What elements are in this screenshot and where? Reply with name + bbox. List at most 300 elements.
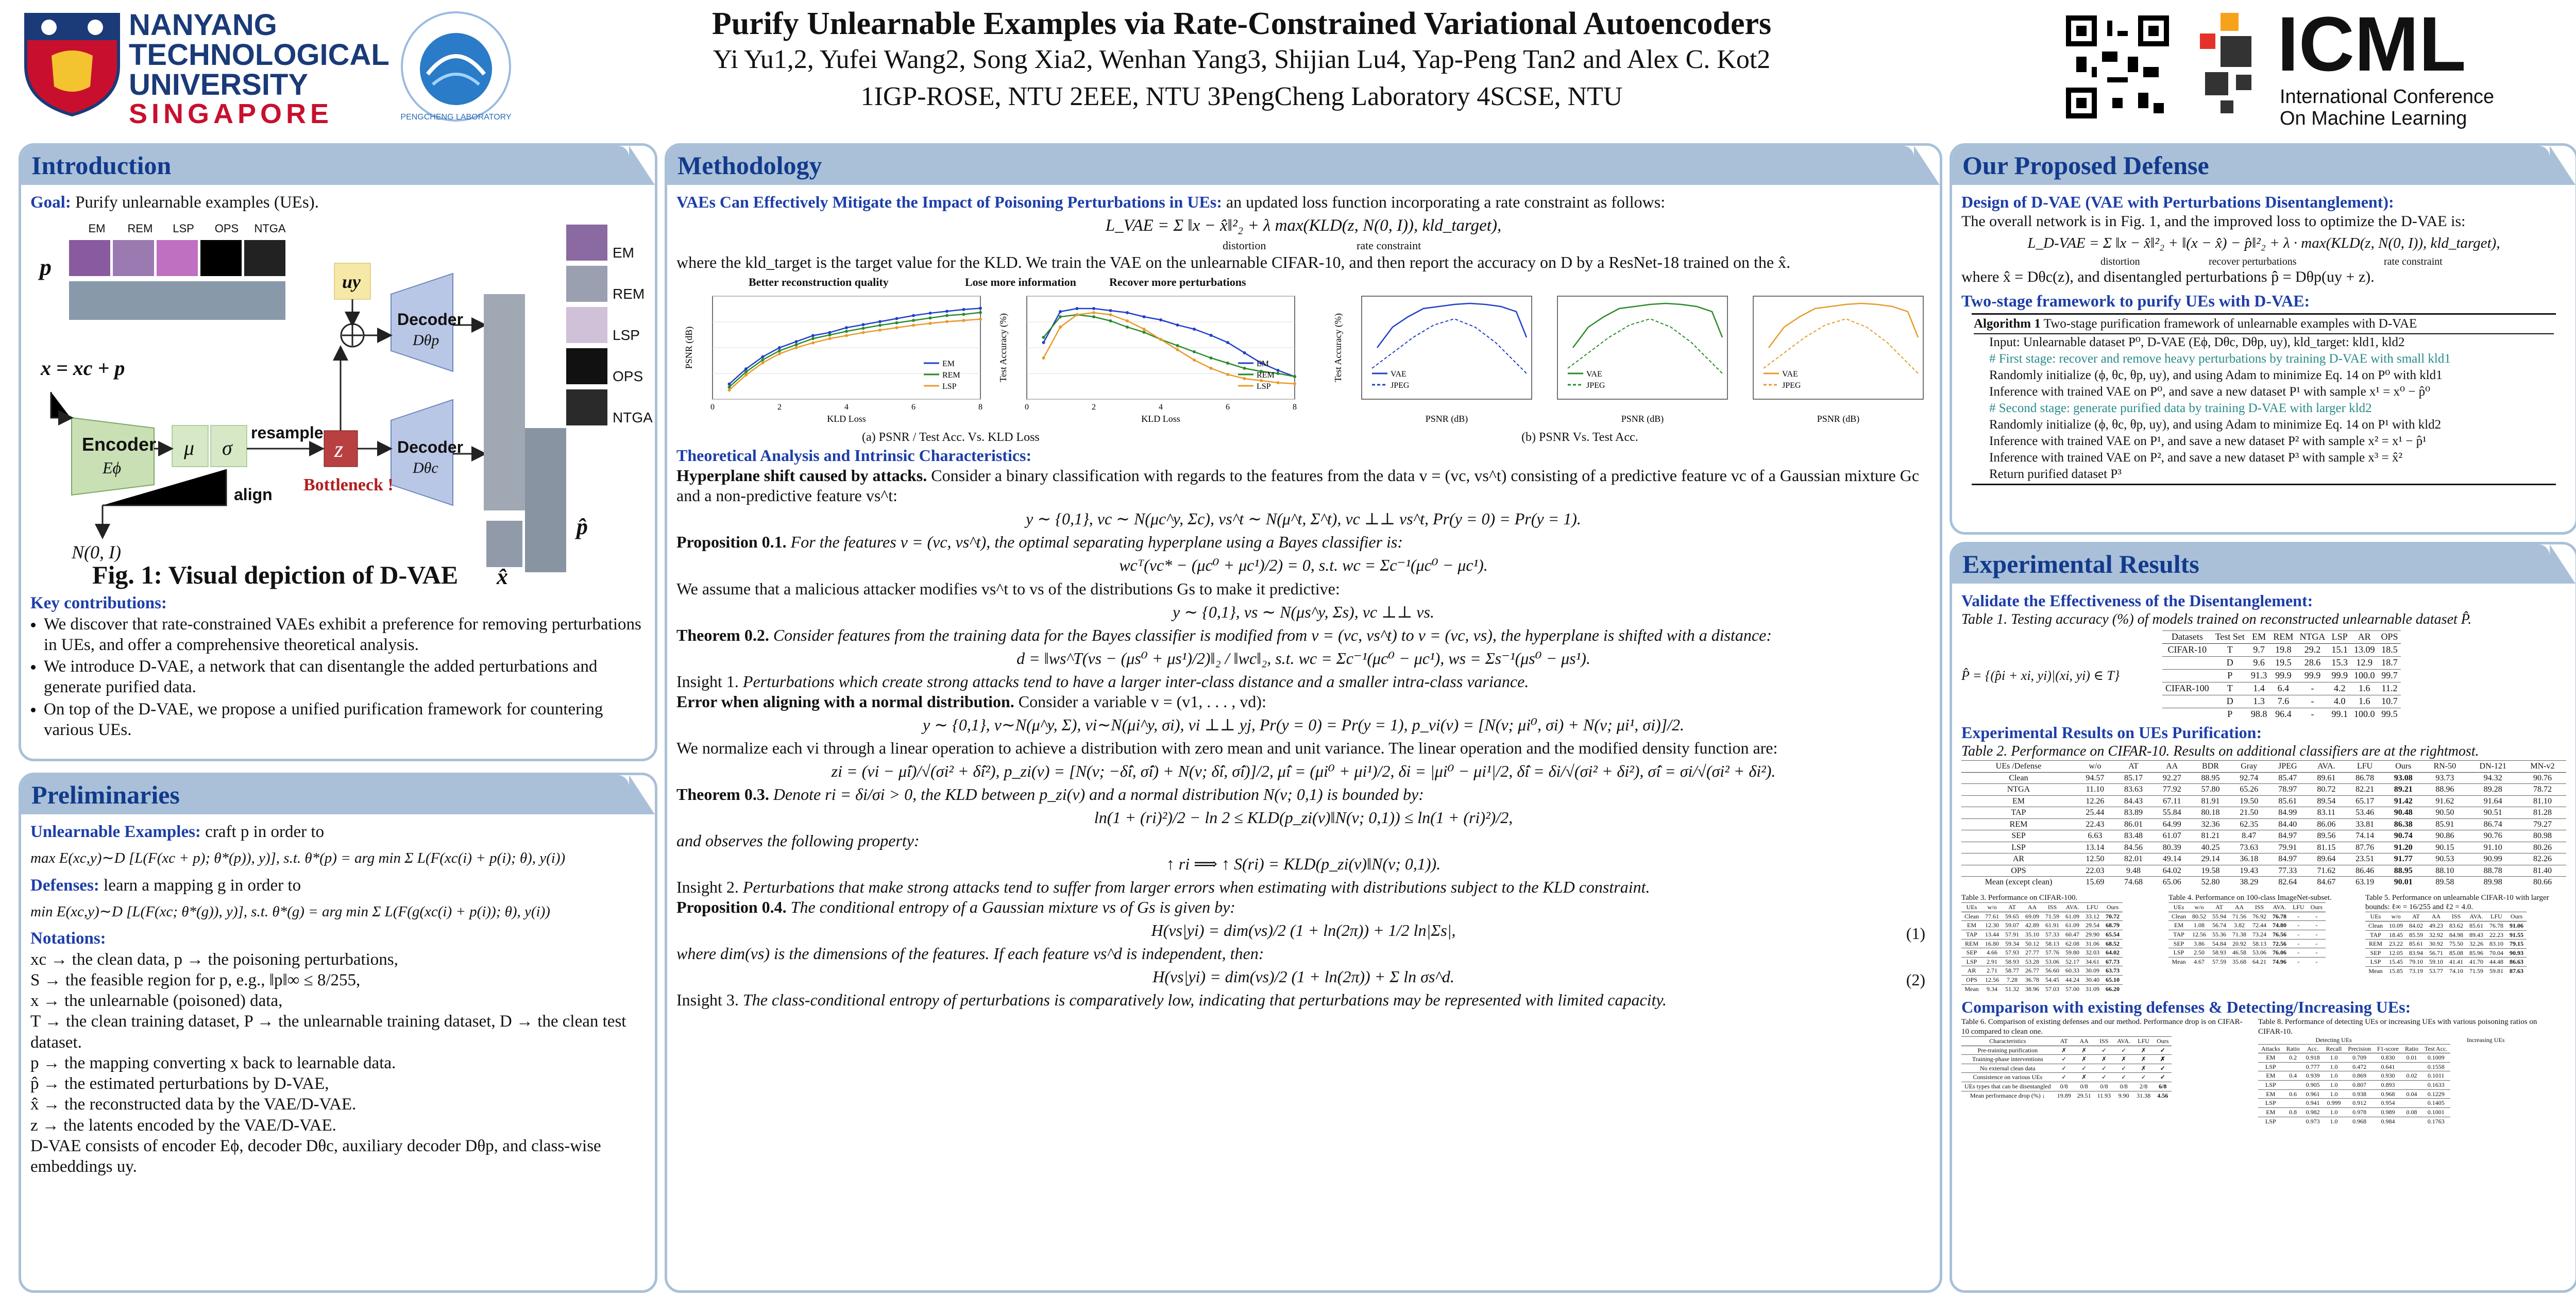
table-3 xyxy=(1961,902,2123,993)
goal-label: Goal: xyxy=(30,193,71,212)
table-cell: 84.43 xyxy=(2114,795,2153,807)
table-cell: 31.06 xyxy=(2082,939,2103,948)
table-header-cell: Ours xyxy=(2384,761,2422,773)
table-cell: 1.0 xyxy=(2323,1071,2345,1081)
table-cell: 0.938 xyxy=(2345,1089,2374,1099)
table-cell: 89.43 xyxy=(2466,930,2486,940)
data-point xyxy=(1226,362,1229,365)
table-cell: 12.05 xyxy=(2386,948,2406,958)
table-header-cell: Test Acc. xyxy=(2421,1044,2450,1053)
table-row xyxy=(1961,865,2566,877)
table-row xyxy=(1961,948,2123,958)
table-cell: 6/8 xyxy=(2154,1082,2172,1091)
table-cell: 41.41 xyxy=(2446,958,2466,967)
table-row xyxy=(2365,921,2527,930)
data-point xyxy=(962,319,965,322)
assume-text: We assume that a malicious attacker modifies vs^t to vs of the distributions Gs to make it predictive: xyxy=(676,579,1340,598)
data-point xyxy=(744,373,748,377)
table-cell: 29.54 xyxy=(2082,921,2103,930)
table-cell: P xyxy=(2212,708,2248,720)
data-point xyxy=(1059,315,1062,318)
table-cell: ✗ xyxy=(2133,1064,2154,1073)
table-cell: LSP xyxy=(1961,842,2076,853)
table-cell: 22.23 xyxy=(2486,930,2506,940)
table-4 xyxy=(2168,902,2326,966)
table-row xyxy=(1961,795,2566,807)
table-cell: 64.02 xyxy=(2153,865,2191,877)
qr-code-icon xyxy=(2066,15,2169,118)
table-cell: 0.939 xyxy=(2303,1071,2323,1081)
algo-line: Inference with trained VAE on P⁰, and save a new dataset P¹ with sample x¹ = x⁰ − p̂⁰ xyxy=(1989,384,2431,399)
table-cell: 53.06 xyxy=(2042,957,2062,966)
thm02-label: Theorem 0.2. xyxy=(676,625,769,644)
table-cell xyxy=(2283,1099,2303,1108)
table-cell: 100.0 xyxy=(2351,670,2378,682)
data-point xyxy=(845,330,848,333)
table-cell: 49.14 xyxy=(2153,853,2191,865)
table-cell: 83.89 xyxy=(2114,807,2153,819)
table-cell: 0.905 xyxy=(2303,1081,2323,1090)
table-cell: 93.08 xyxy=(2384,772,2422,784)
table-cell: 1.0 xyxy=(2323,1062,2345,1071)
defense-body xyxy=(1961,192,2566,485)
results-panel xyxy=(1950,542,2576,1293)
data-point xyxy=(845,326,848,329)
p-hat-equation: P̂ = {(p̂i + xi, yi)|(xi, yi) ∈ T} xyxy=(1961,668,2120,683)
introduction-body xyxy=(30,192,653,741)
pcl-globe-icon xyxy=(397,7,515,126)
table-cell: 83.62 xyxy=(2446,921,2466,930)
table-cell: 80.18 xyxy=(2191,807,2230,819)
table-cell: - xyxy=(2290,921,2308,930)
data-point xyxy=(795,340,798,344)
table-cell: 0.04 xyxy=(2402,1089,2421,1099)
table-cell: EM xyxy=(2258,1089,2283,1099)
title-tab xyxy=(1914,146,1940,185)
table-cell: 59.65 xyxy=(2002,912,2022,921)
table-cell: 30.09 xyxy=(2082,966,2103,976)
data-point xyxy=(912,319,915,322)
pcl-label: PENGCHENG LABORATORY xyxy=(400,113,512,122)
side-label-ntga: NTGA xyxy=(613,409,653,426)
table-cell: 0.1009 xyxy=(2421,1053,2450,1063)
table-cell: 89.61 xyxy=(2307,772,2346,784)
table-cell: 99.9 xyxy=(2270,670,2296,682)
data-point xyxy=(778,349,781,352)
design-heading: Design of D-VAE (VAE with Perturbations Disentanglement): xyxy=(1961,193,2394,211)
table-cell: 8.47 xyxy=(2230,830,2268,842)
table-cell: 29.14 xyxy=(2191,853,2230,865)
table-cell: 67.73 xyxy=(2103,957,2123,966)
data-point xyxy=(1243,367,1246,370)
table-cell: 83.94 xyxy=(2406,948,2426,958)
table6-caption: Table 6. Comparison of existing defenses and our method. Performance drop is on CIFAR-10 compared to clean one. xyxy=(1961,1018,2243,1036)
table-cell: 83.63 xyxy=(2114,784,2153,796)
table-cell: 89.98 xyxy=(2467,877,2519,888)
table-cell: CIFAR-100 xyxy=(2162,682,2212,695)
table-cell: 55.94 xyxy=(2209,912,2229,921)
table-header-cell: AT xyxy=(2054,1036,2074,1046)
thm02-equation: d = ‖ws^T(vs − (μs⁰ + μs¹)/2)‖₂ / ‖wc‖₂, s.t. wc = Σc⁻¹(μc⁰ − μc¹), ws = Σs⁻¹(μs⁰ − μs¹). xyxy=(1016,648,1590,668)
table-cell: 85.59 xyxy=(2406,930,2426,940)
table-cell: 38.29 xyxy=(2230,877,2268,888)
table-header-cell: w/o xyxy=(2076,761,2114,773)
table-cell: LSP xyxy=(1961,957,1982,966)
data-point xyxy=(811,341,815,345)
dvae-where-text: where x̂ = Dθc(z), and disentangled perturbations p̂ = Dθp(uy + z). xyxy=(1961,268,2375,285)
table-row xyxy=(2365,930,2527,940)
table-cell: 78.72 xyxy=(2519,784,2566,796)
legend-label: JPEG xyxy=(1782,381,1801,390)
distortion-label: distortion xyxy=(1223,239,1266,252)
table-header-cell: Recall xyxy=(2323,1044,2345,1053)
notation-item: p → the mapping converting x back to learnable data. xyxy=(30,1053,396,1072)
table-cell: 29.90 xyxy=(2082,930,2103,939)
table-row xyxy=(2168,957,2326,966)
table6-wrap xyxy=(1961,1017,2250,1125)
table-header-row xyxy=(2162,631,2401,644)
table-cell: 38.96 xyxy=(2022,984,2042,993)
table-cell: 4.66 xyxy=(1982,948,2002,958)
introduction-panel xyxy=(19,143,657,761)
data-point xyxy=(728,386,731,389)
table-cell: 9.34 xyxy=(1982,984,2002,993)
table-row xyxy=(1961,877,2566,888)
table-cell: 76.56 xyxy=(2269,930,2290,939)
table-row xyxy=(1961,1073,2172,1082)
table-cell: 79.91 xyxy=(2268,842,2307,853)
table-cell: 23.22 xyxy=(2386,940,2406,949)
table-cell: 6.4 xyxy=(2270,682,2296,695)
table-cell: ✗ xyxy=(2054,1046,2074,1055)
table8-group-detect: Detecting UEs xyxy=(2315,1036,2352,1044)
x-tick-label: 8 xyxy=(978,403,982,412)
table-cell: 84.98 xyxy=(2446,930,2466,940)
table-cell: 26.77 xyxy=(2022,966,2042,976)
after-loss-text: where the kld_target is the target value for the KLD. We train the VAE on the unlearnable CIFAR-10, and then report the accuracy on D by a ResNet-18 trained on the x̂. xyxy=(676,253,1791,272)
table-header-cell: F1-score xyxy=(2374,1044,2402,1053)
table-cell: 12.50 xyxy=(2076,853,2114,865)
data-point xyxy=(912,324,915,327)
contribution-item: • We discover that rate-constrained VAEs exhibit a preference for removing perturbations in UEs, and offer a comprehensive theoretical analysis. xyxy=(44,614,646,656)
table-cell: 32.92 xyxy=(2426,930,2446,940)
table-cell: 53.28 xyxy=(2022,957,2042,966)
algo-line: Randomly initialize (ϕ, θc, θp, uy), and using Adam to minimize Eq. 14 on P⁰ with kld1 xyxy=(1989,368,2443,382)
table-header-cell: Characteristics xyxy=(1961,1036,2054,1046)
legend-label: LSP xyxy=(942,382,957,391)
data-point xyxy=(929,317,932,320)
author-list: Yi Yu1,2, Yufei Wang2, Song Xia2, Wenhan Yang3, Shijian Lu4, Yap-Peng Tan2 and Alex C. Kot2 xyxy=(713,45,1771,74)
legend-label: EM xyxy=(942,360,955,369)
icml-name: ICML xyxy=(2277,1,2466,87)
table-cell xyxy=(2402,1081,2421,1090)
results-body xyxy=(1961,591,2566,1125)
algo-comment: # First stage: recover and remove heavy perturbations by training D-VAE with small kld1 xyxy=(1989,351,2451,366)
table-cell: 51.32 xyxy=(2002,984,2022,993)
x-tick-label: 8 xyxy=(1293,403,1297,412)
table-cell: SEP xyxy=(2168,939,2189,948)
methodology-body xyxy=(676,192,1930,1010)
x-tick-label: 4 xyxy=(1159,403,1163,412)
table-cell: 59.80 xyxy=(2062,948,2082,958)
table-cell: 55.36 xyxy=(2209,930,2229,939)
data-point xyxy=(795,346,798,349)
data-point xyxy=(761,355,765,358)
table-row xyxy=(2162,670,2401,682)
table5-wrap xyxy=(2365,893,2561,994)
plot-annotation-1: Better reconstruction quality xyxy=(749,276,889,289)
table-cell: 10.09 xyxy=(2386,921,2406,930)
table-cell: 21.50 xyxy=(2230,807,2268,819)
table-cell: 61.07 xyxy=(2153,830,2191,842)
table-cell: 6.63 xyxy=(2076,830,2114,842)
table-cell: TAP xyxy=(1961,930,1982,939)
table-cell: - xyxy=(2308,957,2326,966)
table-header-cell: AVA. xyxy=(2466,912,2486,921)
table-cell: 81.40 xyxy=(2519,865,2566,877)
table-cell: REM xyxy=(2365,940,2386,949)
table-header-cell: NTGA xyxy=(2296,631,2328,644)
table-cell: 98.8 xyxy=(2248,708,2270,720)
table-header-cell: Test Set xyxy=(2212,631,2248,644)
table-cell: 33.81 xyxy=(2346,818,2384,830)
table-cell: 56.74 xyxy=(2209,921,2229,930)
table-cell: 61.09 xyxy=(2062,921,2082,930)
table-cell: 85.61 xyxy=(2268,795,2307,807)
dvae-diagram xyxy=(30,217,649,588)
equation-2-number: (2) xyxy=(1906,970,1925,989)
table-header-row xyxy=(2258,1044,2450,1053)
table-cell: 65.26 xyxy=(2230,784,2268,796)
table-cell: 1.6 xyxy=(2351,695,2378,708)
table-cell: EM xyxy=(2258,1107,2283,1117)
table-6 xyxy=(1961,1036,2172,1100)
table-header-cell: AVA. xyxy=(2269,903,2290,912)
table-header-cell: w/o xyxy=(1982,903,2002,912)
data-point xyxy=(1076,313,1079,316)
side-label-ops: OPS xyxy=(613,368,643,385)
table-cell: 77.61 xyxy=(1982,912,2002,921)
table-header-cell: AA xyxy=(2426,912,2446,921)
decoder-p-label: Decoder xyxy=(397,310,464,329)
table-cell: 80.66 xyxy=(2519,877,2566,888)
data-point xyxy=(1143,331,1146,334)
data-point xyxy=(761,362,765,365)
table-cell: 1.6 xyxy=(2351,682,2378,695)
table-cell: 89.21 xyxy=(2384,784,2422,796)
table-header-cell: ISS xyxy=(2042,903,2062,912)
algorithm-box xyxy=(1972,313,2556,485)
data-point xyxy=(1226,373,1229,376)
table-cell: ✓ xyxy=(2054,1064,2074,1073)
table-cell: No external clean data xyxy=(1961,1064,2054,1073)
table-row xyxy=(1961,930,2123,939)
table-cell: D xyxy=(2212,657,2248,670)
side-label-em: EM xyxy=(613,245,634,261)
x-tick-label: 6 xyxy=(1226,403,1230,412)
table-header-cell: DN-121 xyxy=(2467,761,2519,773)
table-cell: 81.15 xyxy=(2307,842,2346,853)
table-header-cell: Ours xyxy=(2506,912,2527,921)
table-cell: 0.918 xyxy=(2303,1053,2323,1063)
ntu-crest-icon xyxy=(21,9,124,117)
table-cell: 58.93 xyxy=(2209,948,2229,958)
tile-labels xyxy=(75,222,292,236)
data-point xyxy=(744,370,748,373)
table-cell: 15.1 xyxy=(2328,644,2351,657)
table-cell: 0.973 xyxy=(2303,1117,2323,1125)
data-point xyxy=(1042,336,1045,339)
table-row xyxy=(2365,940,2527,949)
table-cell: Mean xyxy=(1961,984,1982,993)
table-cell: 7.6 xyxy=(2270,695,2296,708)
table-cell: 1.0 xyxy=(2323,1053,2345,1063)
table-cell: 61.09 xyxy=(2062,912,2082,921)
insight1-label: Insight 1. xyxy=(676,672,739,691)
table-cell: D xyxy=(2212,695,2248,708)
contributions-list xyxy=(44,614,646,741)
table-cell: EM xyxy=(2258,1071,2283,1081)
notation-item: p̂ → the estimated perturbations by D-VAE, xyxy=(30,1074,329,1093)
table-cell: 84.99 xyxy=(2268,807,2307,819)
table-header-cell: ISS xyxy=(2446,912,2466,921)
table-cell xyxy=(2283,1117,2303,1125)
table-cell xyxy=(2402,1117,2421,1125)
table-row xyxy=(2162,682,2401,695)
output-tile-labels xyxy=(613,232,653,438)
table-cell: 0.982 xyxy=(2303,1107,2323,1117)
table-cell: 4.0 xyxy=(2328,695,2351,708)
table-cell: AR xyxy=(1961,853,2076,865)
algo-comment: # Second stage: generate purified data by training D-VAE with larger kld2 xyxy=(1989,401,2372,415)
table-cell: 73.19 xyxy=(2406,967,2426,976)
design-text: The overall network is in Fig. 1, and the improved loss to optimize the D-VAE is: xyxy=(1961,213,2466,230)
table-cell: LSP xyxy=(2168,948,2189,958)
ntu-line-1: NANYANG xyxy=(129,8,277,42)
table-cell: 74.10 xyxy=(2446,967,2466,976)
data-point xyxy=(979,318,982,321)
table-cell: 1.4 xyxy=(2248,682,2270,695)
hyperplane-equation: y ∼ {0,1}, vc ∼ N(μc^y, Σc), vs^t ∼ N(μ^t, Σ^t), vc ⊥⊥ vs^t, Pr(y = 0) = Pr(y = 1). xyxy=(1026,509,1581,528)
x-tick-label: 6 xyxy=(911,403,916,412)
prop01-text: For the features v = (vc, vs^t), the optimal separating hyperplane using a Bayes classifier is: xyxy=(790,533,1403,552)
table-row xyxy=(2168,930,2326,939)
table-header-cell: UEs xyxy=(2365,912,2386,921)
data-point xyxy=(1277,369,1280,372)
data-point xyxy=(795,343,798,346)
prop01-label: Proposition 0.1. xyxy=(676,533,787,552)
data-point xyxy=(945,320,948,323)
table-cell: 0/8 xyxy=(2114,1082,2133,1091)
table-cell: 84.40 xyxy=(2268,818,2307,830)
preliminaries-title: Preliminaries xyxy=(21,775,629,814)
plot-frame xyxy=(1362,296,1532,399)
qr-code[interactable] xyxy=(2066,15,2169,118)
table-header-cell: AA xyxy=(2229,903,2249,912)
table-cell: NTGA xyxy=(1961,784,2076,796)
table-cell: 56.60 xyxy=(2042,966,2062,976)
table-cell: 53.77 xyxy=(2426,967,2446,976)
data-point xyxy=(1277,372,1280,375)
table-cell: 76.06 xyxy=(2269,948,2290,958)
table-8 xyxy=(2258,1044,2450,1126)
data-point xyxy=(962,308,965,311)
align-label: align xyxy=(234,485,273,504)
table-cell: 56.71 xyxy=(2426,948,2446,958)
table-cell: 23.51 xyxy=(2346,853,2384,865)
table-cell: 57.03 xyxy=(2042,984,2062,993)
perturbation-tiles xyxy=(69,240,285,320)
normal-dist-label: N(0, I) xyxy=(72,542,121,563)
table-header-cell: Ratio xyxy=(2402,1044,2421,1053)
table-cell: 76.92 xyxy=(2249,912,2269,921)
table-cell: 0.941 xyxy=(2303,1099,2323,1108)
data-point xyxy=(1109,309,1112,312)
defenses-equation: min E(xc,y)∼D [L(F(xc; θ*(g)), y)], s.t. θ*(g) = arg min Σ L(F(g(xc(i) + p(i)); θ), y(i)) xyxy=(30,903,550,920)
data-point xyxy=(1092,315,1095,318)
table-header-cell: Ours xyxy=(2154,1036,2172,1046)
x-axis-label: PSNR (dB) xyxy=(1817,414,1860,424)
table-cell: 1.0 xyxy=(2323,1081,2345,1090)
ntu-name xyxy=(129,10,389,128)
table-cell: - xyxy=(2290,957,2308,966)
table-cell: 89.56 xyxy=(2307,830,2346,842)
observe-text: and observes the following property: xyxy=(676,831,920,850)
table-header-cell: AVA. xyxy=(2062,903,2082,912)
table-cell: 12.56 xyxy=(1982,976,2002,985)
table-cell: 57.33 xyxy=(2042,930,2062,939)
table-cell: 0/8 xyxy=(2074,1082,2094,1091)
table-row xyxy=(1961,1055,2172,1064)
data-point xyxy=(1143,315,1146,318)
table-cell: 9.6 xyxy=(2248,657,2270,670)
table-cell: 74.96 xyxy=(2269,957,2290,966)
table-header-row xyxy=(1961,1036,2172,1046)
plot-annotation-2: Lose more information xyxy=(965,276,1076,289)
x-axis-label: PSNR (dB) xyxy=(1425,414,1468,424)
table-cell: 90.76 xyxy=(2467,830,2519,842)
table-cell: 57.80 xyxy=(2191,784,2230,796)
table-header-cell: Attacks xyxy=(2258,1044,2283,1053)
table-cell: 69.09 xyxy=(2022,912,2042,921)
table-cell: 62.08 xyxy=(2062,939,2082,948)
dvae-underbraces xyxy=(1961,255,2566,268)
table-cell: 19.43 xyxy=(2230,865,2268,877)
table-cell: 3.82 xyxy=(2229,921,2249,930)
prop04-equation-2: H(vs|yi) = dim(vs)/2 (1 + ln(2π)) + Σ ln σs^d. xyxy=(1153,967,1454,986)
table-cell: 1.0 xyxy=(2323,1107,2345,1117)
table-header-cell: ISS xyxy=(2249,903,2269,912)
data-point xyxy=(778,346,781,349)
table-cell: 55.84 xyxy=(2153,807,2191,819)
table-cell: 2.50 xyxy=(2189,948,2209,958)
data-point xyxy=(1059,310,1062,313)
table-cell: 72.44 xyxy=(2249,921,2269,930)
table-cell: 90.51 xyxy=(2467,807,2519,819)
table-cell: ✗ xyxy=(2074,1046,2094,1055)
table-row xyxy=(2162,695,2401,708)
table-cell xyxy=(2162,695,2212,708)
data-point xyxy=(878,324,882,327)
loss-underbraces xyxy=(676,239,1930,252)
table-cell: - xyxy=(2290,948,2308,958)
y-axis-label: Test Accuracy (%) xyxy=(998,313,1008,383)
table-cell: 61.91 xyxy=(2042,921,2062,930)
table-header-cell: LSP xyxy=(2328,631,2351,644)
table-header-cell: LFU xyxy=(2486,912,2506,921)
table-cell: 11.93 xyxy=(2094,1091,2114,1100)
data-point xyxy=(862,327,865,330)
